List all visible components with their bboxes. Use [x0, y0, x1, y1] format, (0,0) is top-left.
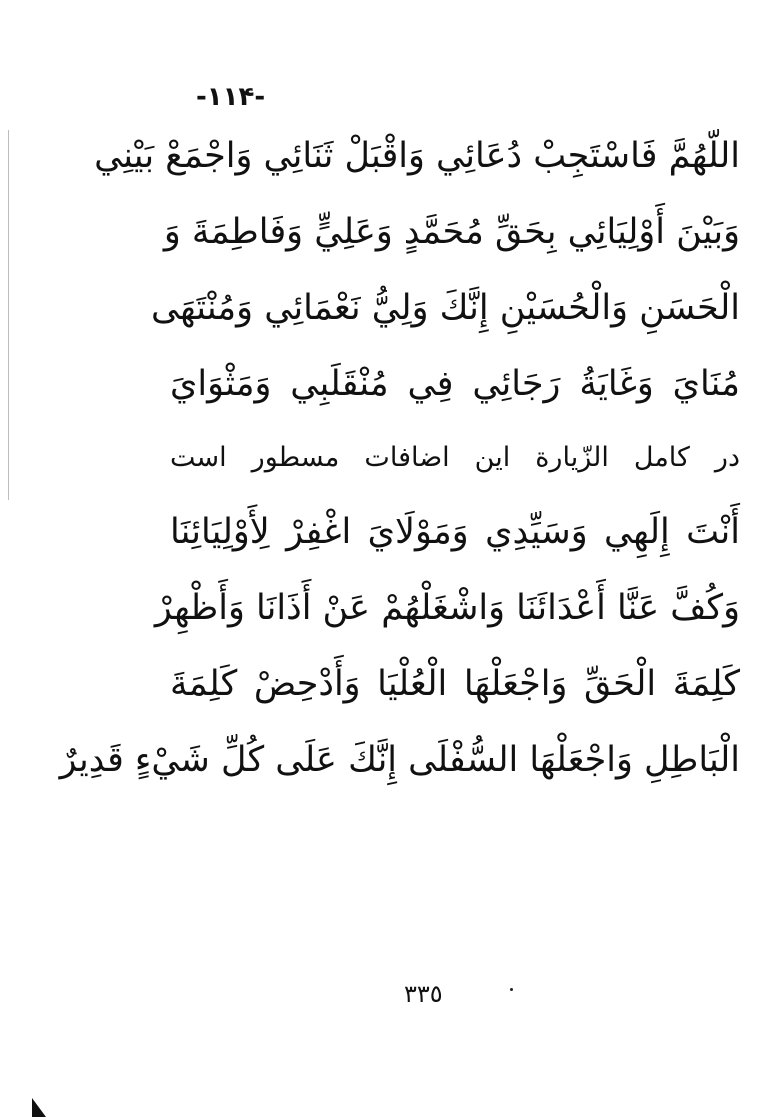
text-line: مُنَايَ وَغَايَةُ رَجَائِي فِي مُنْقَلَبِي وَمَثْوَايَ	[170, 364, 740, 404]
text-line: الْبَاطِلِ وَاجْعَلْهَا السُّفْلَى إِنَّكَ عَلَى كُلِّ شَيْءٍ قَدِيرٌ	[59, 740, 740, 780]
text-line: الْحَسَنِ وَالْحُسَيْنِ إِنَّكَ وَلِيُّ نَعْمَائِي وَمُنْتَهَى	[150, 288, 740, 328]
text-line: وَكُفَّ عَنَّا أَعْدَائَنَا وَاشْغَلْهُمْ عَنْ أَذَانَا وَأَظْهِرْ	[154, 588, 740, 628]
section-number: -۱۱۴-	[196, 82, 266, 112]
text-line: وَبَيْنَ أَوْلِيَائِي بِحَقِّ مُحَمَّدٍ وَعَلِيٍّ وَفَاطِمَةَ وَ	[163, 212, 740, 252]
ink-speck	[510, 988, 513, 991]
corner-mark	[32, 1098, 46, 1117]
margin-rule	[8, 130, 9, 500]
source-note: در كامل الزّيارة اين اضافات مسطور است	[170, 442, 740, 473]
page-number: ٣٣٥	[404, 980, 443, 1008]
prayer-text	[59, 118, 740, 798]
text-line: اللّهُمَّ فَاسْتَجِبْ دُعَائِي وَاقْبَلْ ثَنَائِي وَاجْمَعْ بَيْنِي	[94, 136, 740, 176]
text-line: كَلِمَةَ الْحَقِّ وَاجْعَلْهَا الْعُلْيَا وَأَدْحِضْ كَلِمَةَ	[170, 664, 740, 704]
text-line: أَنْتَ إِلَهِي وَسَيِّدِي وَمَوْلَايَ اغْفِرْ لِأَوْلِيَائِنَا	[170, 512, 740, 552]
